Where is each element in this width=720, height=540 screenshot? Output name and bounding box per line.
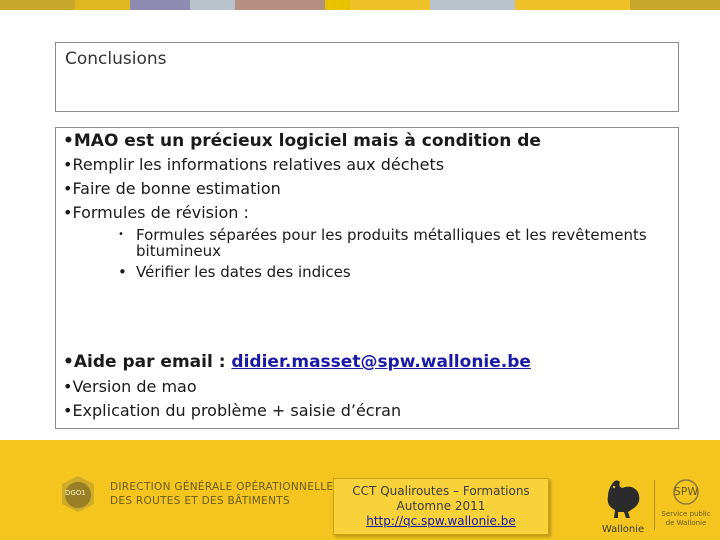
content-box: [55, 127, 679, 429]
bullet-formules: •Formules de révision :: [63, 203, 249, 222]
cct-line-2: Automne 2011: [396, 499, 486, 513]
top-bar-segment: [430, 0, 515, 10]
top-bar-segment: [325, 0, 350, 10]
top-bar-segment: [350, 0, 430, 10]
top-bar-segment: [515, 0, 630, 10]
email-link[interactable]: didier.masset@spw.wallonie.be: [231, 352, 531, 372]
spw-label: SPW: [673, 485, 699, 498]
cct-url-link[interactable]: http://qc.spw.wallonie.be: [366, 514, 516, 528]
top-bar-segment: [630, 0, 720, 10]
sub-bullet-formules-separees: [118, 226, 656, 260]
top-bar-segment: [235, 0, 325, 10]
top-color-bar: [0, 0, 720, 10]
dgo-name: [110, 480, 333, 508]
aide-label: •Aide par email :: [63, 352, 232, 372]
bullet-aide: [63, 352, 531, 372]
dgo-line-1: DIRECTION GÉNÉRALE OPÉRATIONNELLE: [110, 481, 334, 493]
top-bar-segment: [75, 0, 130, 10]
dgo-logo-icon: [58, 474, 98, 514]
top-bar-segment: [190, 0, 235, 10]
bullet-estimation: •Faire de bonne estimation: [63, 179, 281, 198]
rooster-icon: [598, 476, 648, 520]
sub-bullet-dates: [118, 263, 656, 281]
dgo-logo-label: DGO1: [65, 489, 86, 497]
top-bar-segment: [0, 0, 75, 10]
sub-bullet-marker: •: [118, 263, 127, 281]
cct-line-1: CCT Qualiroutes – Formations: [352, 484, 530, 498]
wallonie-logo: [598, 476, 648, 536]
sub-bullet-marker: •: [118, 229, 124, 240]
spw-sub-1: Service public: [661, 510, 711, 518]
spw-sub-2: de Wallonie: [665, 519, 707, 527]
dgo-line-2: DES ROUTES ET DES BÂTIMENTS: [110, 495, 290, 507]
sub-bullet-text: Vérifier les dates des indices: [136, 263, 351, 281]
bullet-remplir: •Remplir les informations relatives aux déchets: [63, 155, 445, 174]
title-box: [55, 42, 679, 112]
sub-bullet-text: Formules séparées pour les produits métalliques et les revêtements bitumineux: [136, 226, 647, 260]
top-bar-segment: [130, 0, 190, 10]
bullet-main: •MAO est un précieux logiciel mais à condition de: [63, 131, 541, 151]
bullet-version: •Version de mao: [63, 377, 197, 396]
bullet-explication: •Explication du problème + saisie d’écran: [63, 401, 402, 420]
wallonie-label: Wallonie: [601, 524, 645, 535]
cct-box: [333, 478, 549, 535]
spw-logo: [656, 478, 716, 536]
footer: [0, 440, 720, 540]
footer-separator: [654, 480, 655, 530]
slide-title: Conclusions: [65, 49, 167, 69]
